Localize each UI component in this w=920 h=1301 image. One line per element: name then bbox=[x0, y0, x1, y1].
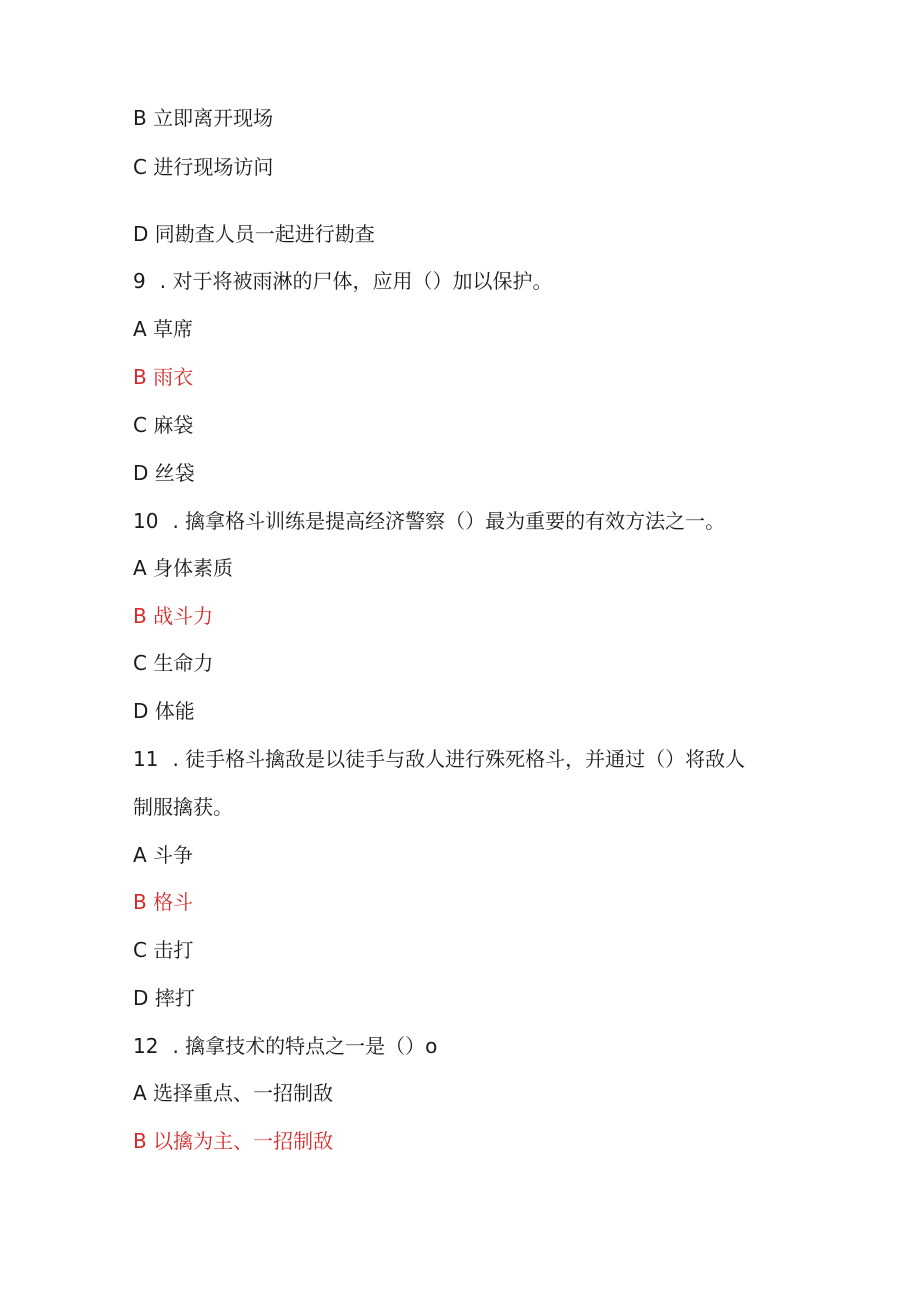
question-text: . 对于将被雨淋的尸体，应用（）加以保护。 bbox=[159, 269, 553, 293]
option-b-q10-correct: B 战斗力 bbox=[133, 604, 214, 628]
option-d-q11: D 摔打 bbox=[133, 986, 195, 1010]
question-11-continuation: 制服擒获。 bbox=[133, 795, 233, 819]
question-9 bbox=[133, 267, 552, 295]
option-c-q8: C 进行现场访问 bbox=[133, 155, 274, 179]
question-number: 12 bbox=[133, 1034, 159, 1058]
question-10 bbox=[133, 507, 725, 535]
option-a-q10: A 身体素质 bbox=[133, 556, 234, 580]
option-c-q9: C 麻袋 bbox=[133, 413, 194, 437]
question-text: . 徒手格斗擒敌是以徒手与敌人进行殊死格斗，并通过（）将敌人 bbox=[172, 747, 746, 771]
option-a-q11: A 斗争 bbox=[133, 843, 194, 867]
option-b-q11-correct: B 格斗 bbox=[133, 890, 194, 914]
question-11 bbox=[133, 745, 745, 773]
question-text: . 擒拿技术的特点之一是（）o bbox=[172, 1034, 438, 1058]
option-a-q9: A 草席 bbox=[133, 317, 194, 341]
question-number: 9 bbox=[133, 269, 146, 293]
question-number: 11 bbox=[133, 747, 159, 771]
option-c-q10: C 生命力 bbox=[133, 651, 214, 675]
option-b-q9-correct: B 雨衣 bbox=[133, 365, 194, 389]
question-text: . 擒拿格斗训练是提高经济警察（）最为重要的有效方法之一。 bbox=[172, 509, 726, 533]
option-d-q9: D 丝袋 bbox=[133, 461, 195, 485]
question-12 bbox=[133, 1032, 437, 1060]
option-a-q12: A 选择重点、一招制敌 bbox=[133, 1081, 334, 1105]
option-d-q10: D 体能 bbox=[133, 699, 195, 723]
question-number: 10 bbox=[133, 509, 159, 533]
option-d-q8: D 同勘查人员一起进行勘查 bbox=[133, 222, 375, 246]
option-b-q12-correct: B 以擒为主、一招制敌 bbox=[133, 1129, 334, 1153]
option-b-q8: B 立即离开现场 bbox=[133, 106, 274, 130]
option-c-q11: C 击打 bbox=[133, 938, 194, 962]
